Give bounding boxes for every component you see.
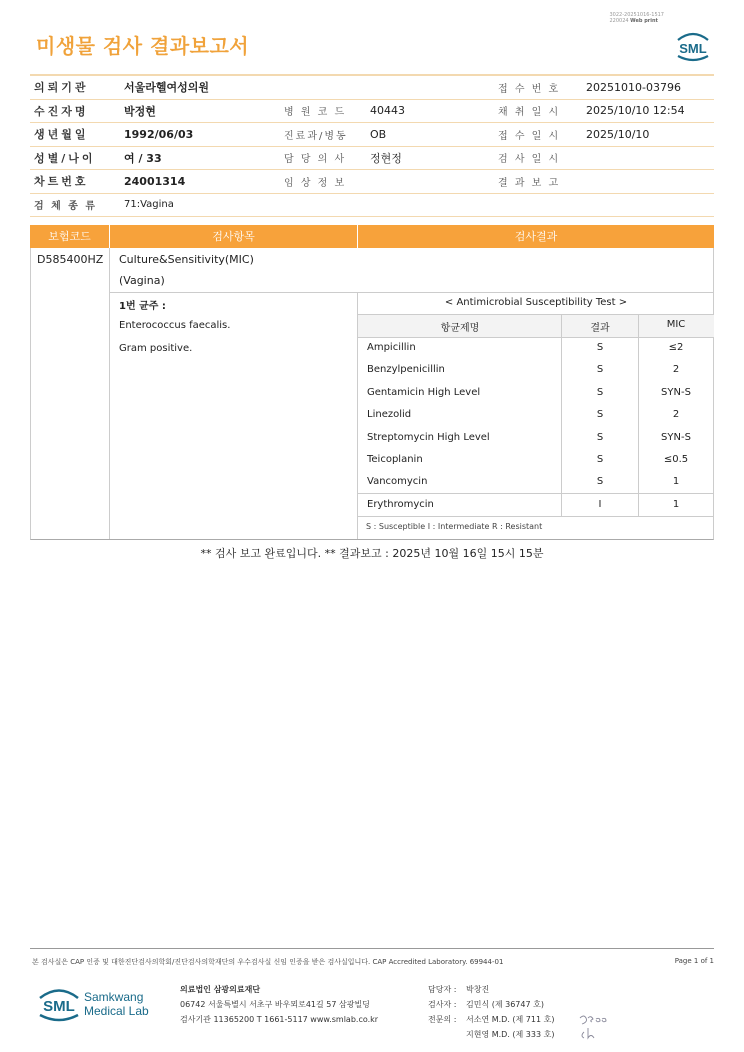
results-body (30, 248, 714, 540)
staff-name: 김민식 (제 36747 호) (466, 1000, 544, 1009)
gram-stain: Gram positive. (119, 343, 193, 354)
staff-row (428, 1027, 554, 1042)
ast-result: S (596, 386, 604, 398)
footer-divider (30, 948, 714, 949)
staff-row (428, 997, 554, 1012)
staff-row (428, 982, 554, 997)
sml-logo-icon (672, 26, 714, 64)
label-tested: 검 사 일 시 (494, 146, 582, 170)
ast-drug: Ampicillin (367, 342, 416, 353)
ast-drug: Teicoplanin (367, 454, 423, 465)
label-received: 접 수 일 시 (494, 123, 582, 147)
ast-drug: Linezolid (367, 409, 412, 421)
label-requester: 의뢰기관 (30, 75, 120, 99)
svg-text:SML: SML (43, 998, 75, 1015)
ast-drug: Benzylpenicillin (367, 364, 445, 376)
info-row (30, 170, 714, 194)
staff-role: 전문의 : (428, 1015, 457, 1024)
organism-name: Enterococcus faecalis. (119, 320, 231, 331)
label-chart-no: 차트번호 (30, 170, 120, 194)
value-birthdate: 1992/06/03 (120, 123, 280, 147)
print-info (609, 12, 664, 24)
value-tested (582, 146, 714, 170)
col-result: 결과 (590, 323, 610, 334)
header-test-result: 검사결과 (514, 230, 558, 243)
ast-mic: ≤0.5 (663, 454, 689, 465)
col-drug: 항균제명 (440, 323, 480, 334)
value-doctor: 정현정 (366, 146, 494, 170)
ast-drug: Erythromycin (367, 498, 434, 510)
org-name: 의료법인 삼광의료재단 (180, 985, 261, 994)
ast-mic: SYN-S (661, 386, 691, 398)
ast-result: S (596, 409, 604, 421)
print-code-line2: 220024 Web print (609, 18, 658, 24)
label-collected: 채 취 일 시 (494, 99, 582, 123)
info-row (30, 123, 714, 147)
patient-info-table (30, 74, 714, 217)
ast-drug: Streptomycin High Level (367, 431, 490, 443)
value-sex-age: 여 / 33 (120, 146, 280, 170)
col-mic: MIC (666, 319, 686, 330)
test-name: Culture&Sensitivity(MIC) (119, 253, 254, 266)
ast-mic: 2 (672, 409, 680, 421)
value-hospital-code: 40443 (366, 99, 494, 123)
brand-name (84, 990, 149, 1018)
ast-mic: 1 (672, 476, 680, 488)
ast-result: S (596, 364, 604, 376)
ast-drug: Vancomycin (367, 476, 428, 488)
brand-name-line2: Medical Lab (84, 1004, 149, 1018)
ast-title: < Antimicrobial Susceptibility Test > (444, 297, 628, 308)
label-specimen: 검 체 종 류 (30, 193, 120, 217)
label-doctor: 담 당 의 사 (280, 146, 366, 170)
ast-result: S (596, 476, 604, 488)
info-row (30, 193, 714, 217)
staff-name: 지현영 M.D. (제 333 호) (466, 1030, 555, 1039)
value-department: OB (366, 123, 494, 147)
label-clinical-info: 임 상 정 보 (280, 170, 366, 194)
ast-result: S (596, 431, 604, 443)
label-department: 진료과/병동 (280, 123, 366, 147)
insurance-code: D585400HZ (37, 253, 104, 266)
org-contact: 검사기관 11365200 T 1661-5117 www.smlab.co.kr (180, 1015, 379, 1024)
value-chart-no: 24001314 (120, 170, 280, 194)
ast-table (358, 292, 714, 539)
ast-mic: 2 (672, 364, 680, 376)
label-sex-age: 성별/나이 (30, 146, 120, 170)
cert-statement: 본 검사실은 CAP 인증 및 대한진단검사의학회/진단검사의학재단의 우수검사실 신임 인증을 받은 검사실입니다. CAP Accredited Laboratory. 69944-01 (32, 958, 504, 966)
info-row (30, 75, 714, 99)
staff-name: 박창진 (466, 985, 490, 994)
label-patient: 수진자명 (30, 99, 120, 123)
value-accession: 20251010-03796 (582, 75, 714, 99)
ast-mic: ≤2 (668, 342, 684, 353)
org-address: 06742 서울특별시 서초구 바우뫼로41길 57 삼광빌딩 (180, 1000, 370, 1009)
ast-legend: S : Susceptible I : Intermediate R : Resistant (366, 522, 543, 531)
print-code: 3022-20251016-1517 (609, 12, 664, 18)
info-row (30, 99, 714, 123)
ast-result: I (598, 498, 602, 510)
ast-mic: 1 (672, 498, 680, 510)
report-title: 미생물 검사 결과보고서 (36, 34, 250, 58)
label-reported: 결 과 보 고 (494, 170, 582, 194)
value-requester: 서울라헬여성의원 (120, 75, 280, 99)
staff-list (428, 982, 554, 1042)
ast-result: S (596, 342, 604, 353)
value-collected: 2025/10/10 12:54 (582, 99, 714, 123)
completion-note: ** 검사 보고 완료입니다. ** 결과보고 : 2025년 10월 16일 15시 15분 (200, 547, 544, 560)
signature-icon (576, 1010, 610, 1042)
staff-role: 검사자 : (428, 1000, 457, 1009)
staff-row (428, 1012, 554, 1027)
info-row (30, 146, 714, 170)
ast-result: S (596, 454, 604, 465)
page-number: Page 1 of 1 (674, 957, 714, 965)
specimen-type: (Vagina) (119, 274, 165, 287)
label-hospital-code: 병 원 코 드 (280, 99, 366, 123)
header-test-item: 검사항목 (212, 230, 255, 243)
results-header (30, 225, 714, 248)
staff-role: 담당자 : (428, 985, 457, 994)
ast-mic: SYN-S (661, 431, 691, 443)
ast-drug: Gentamicin High Level (367, 386, 481, 398)
brand-name-line1: Samkwang (84, 990, 144, 1004)
value-received: 2025/10/10 (582, 123, 714, 147)
org-info (180, 982, 378, 1027)
header-insurance-code: 보험코드 (48, 230, 91, 243)
value-patient: 박정현 (120, 99, 280, 123)
value-clinical-info (366, 170, 494, 194)
staff-name: 서소연 M.D. (제 711 호) (466, 1015, 555, 1024)
label-accession: 접 수 번 호 (494, 75, 582, 99)
value-specimen: 71:Vagina (120, 193, 280, 217)
value-reported (582, 170, 714, 194)
sml-footer-logo-icon (36, 980, 82, 1026)
svg-text:SML: SML (679, 41, 707, 56)
strain-label: 1번 균주 : (119, 301, 166, 312)
label-birthdate: 생년월일 (30, 123, 120, 147)
